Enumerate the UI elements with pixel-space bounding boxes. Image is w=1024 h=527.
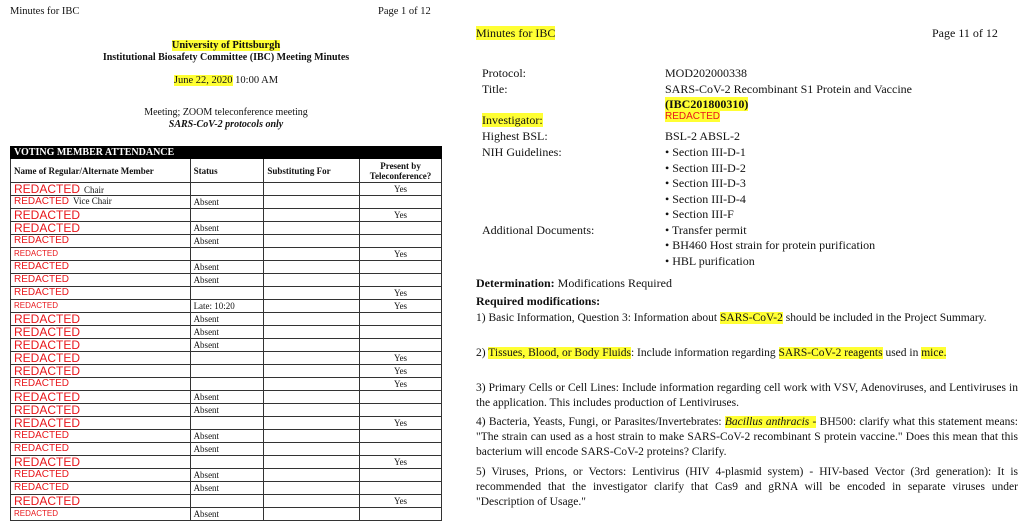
redacted-member-name: REDACTED (14, 274, 70, 285)
member-present-cell: Yes (360, 417, 442, 430)
member-present-cell: Yes (360, 456, 442, 469)
member-present-cell (360, 196, 442, 209)
member-status-cell (190, 456, 264, 469)
member-status-cell: Absent (190, 196, 264, 209)
member-status-cell: Absent (190, 339, 264, 352)
redacted-member-name: REDACTED (14, 378, 70, 389)
attendance-row (11, 378, 442, 391)
member-status-cell (190, 417, 264, 430)
member-present-cell (360, 508, 442, 521)
attendance-row (11, 443, 442, 456)
member-substituting-cell (264, 417, 360, 430)
attendance-row (11, 430, 442, 443)
member-present-cell: Yes (360, 300, 442, 313)
member-substituting-cell (264, 313, 360, 326)
member-present-cell: Yes (360, 378, 442, 391)
member-present-cell: Yes (360, 352, 442, 365)
member-name-cell (11, 209, 191, 222)
member-name-cell (11, 456, 191, 469)
member-status-cell: Absent (190, 508, 264, 521)
member-substituting-cell (264, 365, 360, 378)
member-status-cell: Absent (190, 482, 264, 495)
redacted-member-name: REDACTED (14, 351, 81, 365)
committee-title: Institutional Biosafety Committee (IBC) Meeting Minutes (102, 52, 350, 63)
member-present-cell (360, 235, 442, 248)
attendance-row (11, 235, 442, 248)
bsl-value: BSL-2 ABSL-2 (665, 129, 741, 143)
attendance-table (10, 146, 442, 521)
member-status-cell (190, 495, 264, 508)
member-present-cell (360, 443, 442, 456)
redacted-member-name: REDACTED (14, 196, 70, 207)
attendance-row (11, 482, 442, 495)
member-substituting-cell (264, 469, 360, 482)
member-name-cell (11, 287, 191, 300)
member-substituting-cell (264, 482, 360, 495)
member-substituting-cell (264, 196, 360, 209)
member-name-cell (11, 469, 191, 482)
member-name-cell (11, 378, 191, 391)
member-name-cell (11, 391, 191, 404)
member-present-cell: Yes (360, 365, 442, 378)
member-present-cell: Yes (360, 248, 442, 261)
member-present-cell: Yes (360, 287, 442, 300)
member-status-cell: Absent (190, 222, 264, 235)
redacted-member-name: REDACTED (14, 364, 81, 378)
column-header-substituting: Substituting For (264, 159, 360, 183)
redacted-member-name: REDACTED (14, 338, 81, 352)
member-substituting-cell (264, 508, 360, 521)
modification-4: 4) Bacteria, Yeasts, Fungi, or Parasites/Invertebrates: Bacillus anthracis - BH500: clarify what this statement means: "The strain can used as a host strain to make SARS-CoV-2 recombinant S protein vaccine." Does this mean that this bacterium will encode SARS-CoV-2 proteins? Clarify. (476, 416, 1019, 458)
member-status-cell: Late: 10:20 (190, 300, 264, 313)
title-label: Title: (482, 82, 508, 96)
member-name-cell (11, 443, 191, 456)
member-name-cell (11, 404, 191, 417)
modification-1: 1) Basic Information, Question 3: Information about SARS-CoV-2 should be included in the Project Summary. (476, 312, 987, 324)
redacted-member-name: REDACTED (14, 221, 81, 235)
member-substituting-cell (264, 222, 360, 235)
member-name-cell (11, 365, 191, 378)
protocols-scope: SARS-CoV-2 protocols only (168, 119, 284, 130)
document-item: • HBL purification (665, 254, 755, 268)
member-role: Chair (84, 185, 105, 195)
left-document-page (0, 0, 452, 527)
determination: Determination: Modifications Required (476, 276, 672, 290)
member-present-cell: Yes (360, 209, 442, 222)
redacted-member-name: REDACTED (14, 430, 70, 441)
investigator-label: Investigator: (482, 113, 543, 127)
member-name-cell (11, 326, 191, 339)
right-header-title: Minutes for IBC (476, 26, 556, 40)
attendance-row (11, 287, 442, 300)
protocol-value: MOD202000338 (665, 66, 748, 80)
protocol-label: Protocol: (482, 66, 526, 80)
document-item: • Transfer permit (665, 223, 747, 237)
member-status-cell: Absent (190, 404, 264, 417)
member-present-cell (360, 430, 442, 443)
meeting-date: June 22, 2020 10:00 AM (173, 75, 279, 86)
attendance-row (11, 417, 442, 430)
attendance-header-row (11, 159, 442, 183)
left-header-page-number: Page 1 of 12 (378, 6, 431, 17)
redacted-member-name: REDACTED (14, 312, 81, 326)
attendance-row (11, 391, 442, 404)
member-name-cell (11, 222, 191, 235)
nih-item: • Section III-D-4 (665, 192, 746, 206)
attendance-row (11, 456, 442, 469)
redacted-member-name: REDACTED (14, 182, 81, 196)
title-reference: (IBC201800310) (665, 97, 749, 111)
member-present-cell (360, 274, 442, 287)
member-status-cell (190, 378, 264, 391)
attendance-row (11, 261, 442, 274)
nih-item: • Section III-D-3 (665, 176, 746, 190)
attendance-row (11, 404, 442, 417)
member-present-cell: Yes (360, 183, 442, 196)
member-substituting-cell (264, 209, 360, 222)
member-substituting-cell (264, 300, 360, 313)
member-substituting-cell (264, 248, 360, 261)
attendance-row (11, 222, 442, 235)
nih-label: NIH Guidelines: (482, 145, 562, 159)
member-substituting-cell (264, 443, 360, 456)
member-status-cell (190, 352, 264, 365)
redacted-member-name: REDACTED (14, 509, 59, 518)
redacted-member-name: REDACTED (14, 469, 70, 480)
member-substituting-cell (264, 391, 360, 404)
member-status-cell: Absent (190, 443, 264, 456)
redacted-member-name: REDACTED (14, 403, 81, 417)
redacted-member-name: REDACTED (14, 325, 81, 339)
member-name-cell (11, 352, 191, 365)
member-status-cell: Absent (190, 391, 264, 404)
member-substituting-cell (264, 183, 360, 196)
nih-item: • Section III-D-1 (665, 145, 746, 159)
redacted-member-name: REDACTED (14, 455, 81, 469)
university-name: University of Pittsburgh (171, 40, 281, 51)
member-name-cell (11, 300, 191, 313)
bsl-label: Highest BSL: (482, 129, 548, 143)
member-substituting-cell (264, 339, 360, 352)
member-substituting-cell (264, 495, 360, 508)
attendance-table-title-row (11, 147, 442, 159)
member-status-cell (190, 209, 264, 222)
member-status-cell: Absent (190, 469, 264, 482)
attendance-row (11, 209, 442, 222)
member-present-cell (360, 391, 442, 404)
redacted-member-name: REDACTED (14, 235, 70, 246)
member-name-cell (11, 313, 191, 326)
redacted-member-name: REDACTED (14, 390, 81, 404)
member-status-cell: Absent (190, 235, 264, 248)
attendance-row (11, 339, 442, 352)
member-status-cell (190, 248, 264, 261)
member-present-cell (360, 482, 442, 495)
member-status-cell (190, 287, 264, 300)
attendance-row (11, 274, 442, 287)
member-name-cell (11, 183, 191, 196)
nih-item: • Section III-F (665, 207, 734, 221)
member-role: Vice Chair (73, 196, 112, 206)
attendance-row (11, 508, 442, 521)
redacted-member-name: REDACTED (14, 287, 70, 298)
member-name-cell (11, 430, 191, 443)
redacted-member-name: REDACTED (14, 482, 70, 493)
required-modifications-heading: Required modifications: (476, 294, 601, 308)
documents-label: Additional Documents: (482, 223, 595, 237)
member-status-cell: Absent (190, 261, 264, 274)
member-substituting-cell (264, 326, 360, 339)
right-header-page-number: Page 11 of 12 (932, 26, 998, 40)
attendance-row (11, 248, 442, 261)
column-header-name: Name of Regular/Alternate Member (11, 159, 191, 183)
member-present-cell (360, 339, 442, 352)
member-name-cell (11, 274, 191, 287)
attendance-row (11, 495, 442, 508)
member-status-cell (190, 365, 264, 378)
modification-5: 5) Viruses, Prions, or Vectors: Lentivirus (HIV 4-plasmid system) - HIV-based Vector (3rd generation): It is recommended that the investigator clarify that Cas9 and gRNA will be encoded in separate viruses under "Description of Usage." (476, 466, 1018, 508)
member-name-cell (11, 339, 191, 352)
attendance-row (11, 300, 442, 313)
title-value: SARS-CoV-2 Recombinant S1 Protein and Vaccine (665, 82, 912, 96)
attendance-row (11, 183, 442, 196)
member-status-cell (190, 183, 264, 196)
member-substituting-cell (264, 404, 360, 417)
column-header-present: Present by Teleconference? (360, 159, 442, 183)
member-status-cell: Absent (190, 326, 264, 339)
member-name-cell (11, 482, 191, 495)
member-name-cell (11, 248, 191, 261)
member-present-cell (360, 469, 442, 482)
member-substituting-cell (264, 287, 360, 300)
modification-3: 3) Primary Cells or Cell Lines: Include information regarding cell work with VSV, Adenoviruses, and Lentiviruses in the application. This includes production of Lentiviruses. (476, 382, 1018, 409)
member-present-cell (360, 404, 442, 417)
member-substituting-cell (264, 274, 360, 287)
member-substituting-cell (264, 430, 360, 443)
left-header-title: Minutes for IBC (10, 6, 80, 17)
attendance-row (11, 469, 442, 482)
member-name-cell (11, 261, 191, 274)
redacted-member-name: REDACTED (14, 249, 59, 258)
attendance-row (11, 313, 442, 326)
member-substituting-cell (264, 352, 360, 365)
redacted-member-name: REDACTED (14, 443, 70, 454)
attendance-row (11, 196, 442, 209)
modification-2: 2) Tissues, Blood, or Body Fluids: Include information regarding SARS-CoV-2 reagents used in mice. (476, 347, 947, 359)
member-name-cell (11, 508, 191, 521)
member-status-cell: Absent (190, 313, 264, 326)
member-name-cell (11, 235, 191, 248)
member-name-cell (11, 417, 191, 430)
member-substituting-cell (264, 261, 360, 274)
member-substituting-cell (264, 456, 360, 469)
column-header-status: Status (190, 159, 264, 183)
attendance-row (11, 365, 442, 378)
redacted-member-name: REDACTED (14, 494, 81, 508)
member-present-cell (360, 261, 442, 274)
document-item: • BH460 Host strain for protein purification (665, 238, 876, 252)
member-status-cell: Absent (190, 274, 264, 287)
member-substituting-cell (264, 235, 360, 248)
right-document-page (466, 0, 1024, 527)
member-present-cell: Yes (360, 495, 442, 508)
member-substituting-cell (264, 378, 360, 391)
member-status-cell: Absent (190, 430, 264, 443)
attendance-table-title: VOTING MEMBER ATTENDANCE (11, 147, 442, 159)
nih-item: • Section III-D-2 (665, 161, 746, 175)
member-name-cell (11, 196, 191, 209)
redacted-member-name: REDACTED (14, 208, 81, 222)
meeting-type: Meeting; ZOOM teleconference meeting (144, 107, 308, 118)
attendance-row (11, 352, 442, 365)
redacted-member-name: REDACTED (14, 261, 70, 272)
member-present-cell (360, 313, 442, 326)
redacted-member-name: REDACTED (14, 416, 81, 430)
member-present-cell (360, 326, 442, 339)
attendance-row (11, 326, 442, 339)
redacted-member-name: REDACTED (14, 301, 59, 310)
member-present-cell (360, 222, 442, 235)
member-name-cell (11, 495, 191, 508)
investigator-value: REDACTED (665, 111, 721, 122)
